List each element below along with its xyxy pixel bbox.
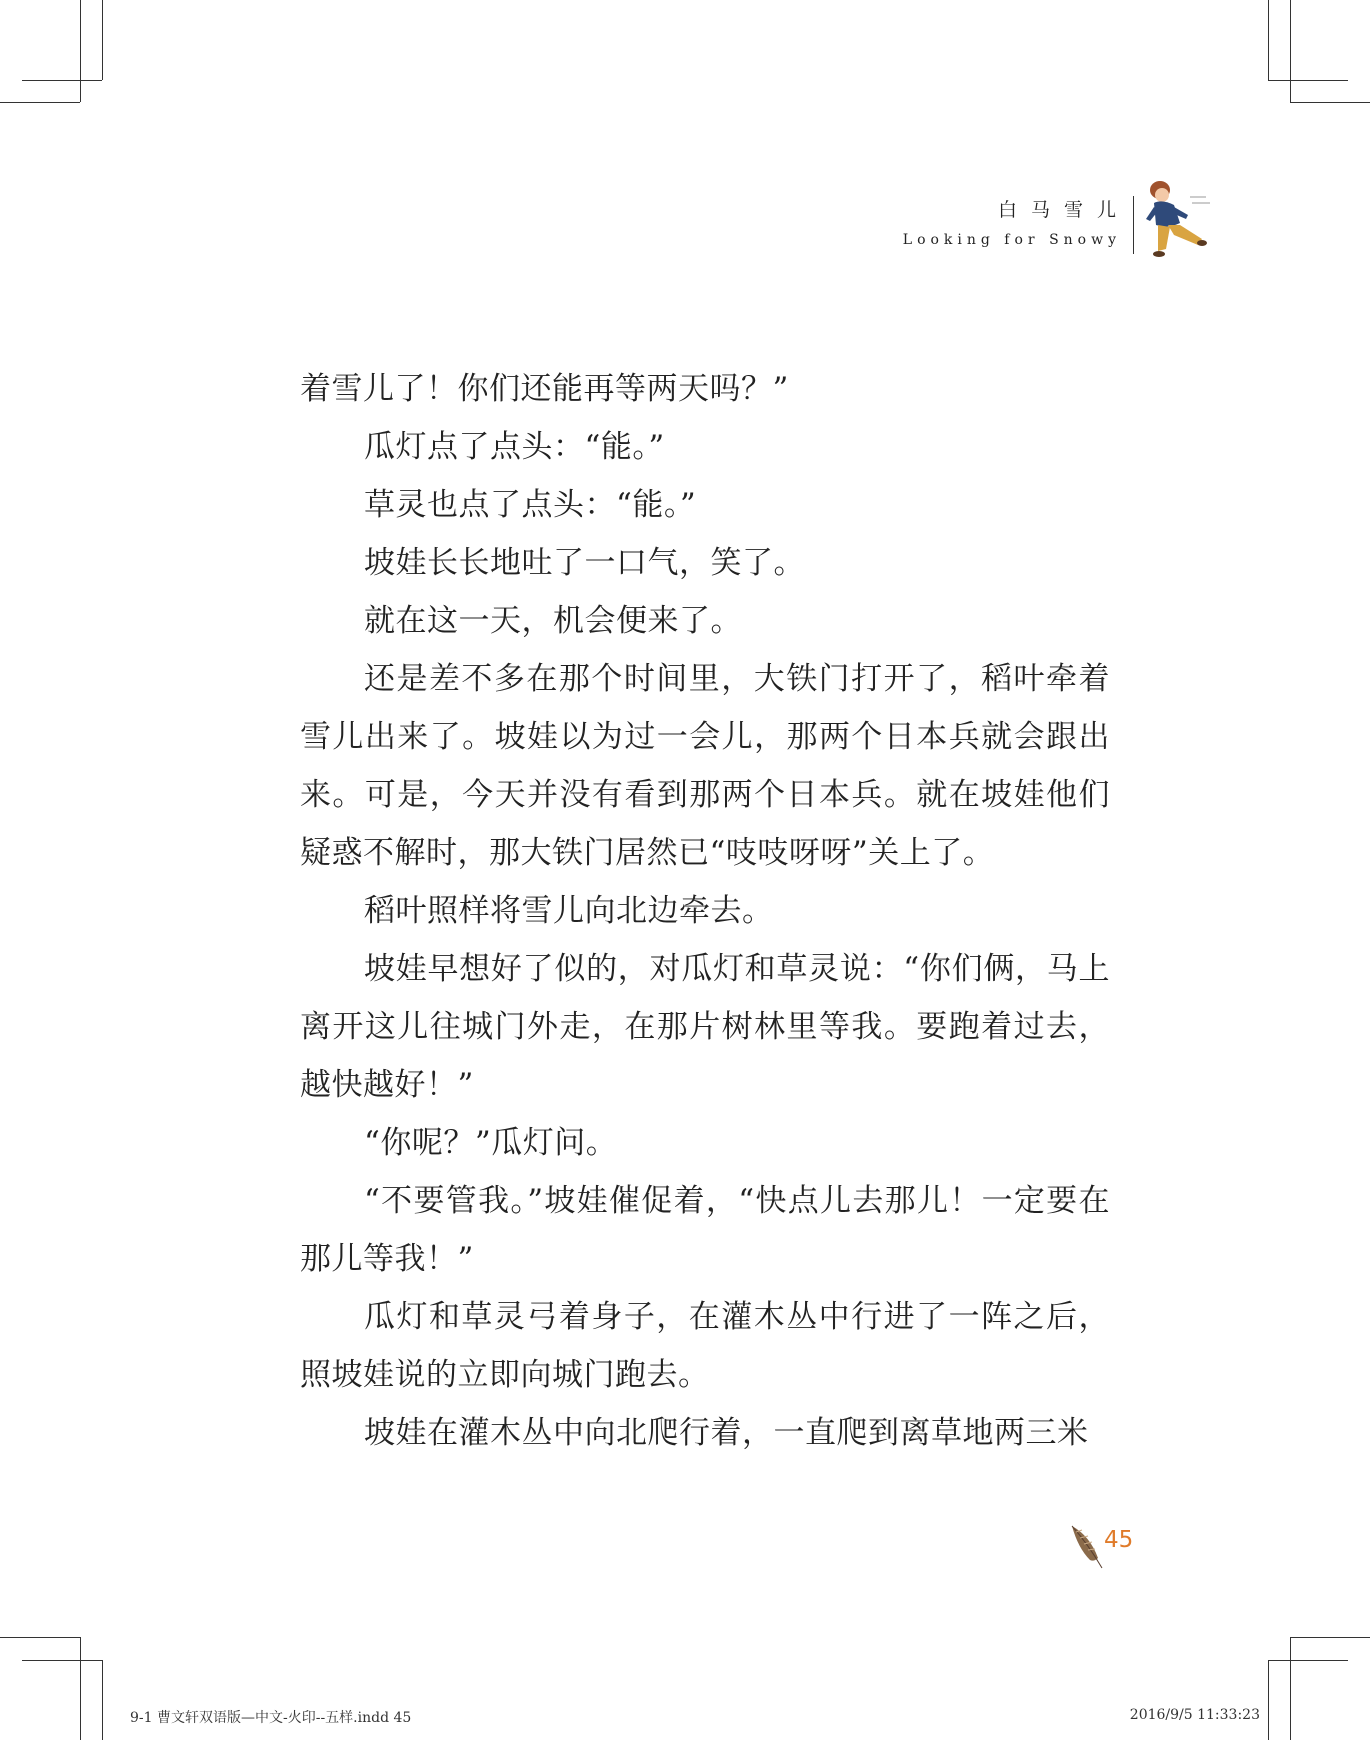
paragraph: “你呢？”瓜灯问。 xyxy=(364,1125,618,1161)
running-header xyxy=(902,195,1130,248)
feather-icon xyxy=(1068,1522,1108,1572)
paragraph: 瓜灯和草灵弓着身子，在灌木丛中行进了一阵之后，照坡娃说的立即向城门跑去。 xyxy=(300,1299,1110,1393)
paragraph: 着雪儿了！你们还能再等两天吗？” xyxy=(300,371,789,407)
paragraph: 草灵也点了点头：“能。” xyxy=(364,487,697,523)
header-divider xyxy=(1133,196,1134,254)
paragraph: 坡娃在灌木丛中向北爬行着，一直爬到离草地两三米 xyxy=(364,1415,1089,1451)
paragraph: 坡娃早想好了似的，对瓜灯和草灵说：“你们俩，马上离开这儿往城门外走，在那片树林里等我。要跑着过去，越快越好！” xyxy=(300,951,1110,1103)
paragraph: 稻叶照样将雪儿向北边牵去。 xyxy=(364,893,774,929)
print-slug-filename: 9-1 曹文轩双语版—中文-火印--五样.indd 45 xyxy=(130,1710,412,1726)
page-number: 45 xyxy=(1104,1527,1134,1553)
header-title-en: Looking for Snowy xyxy=(902,232,1121,248)
print-slug-timestamp: 2016/9/5 11:33:23 xyxy=(1129,1707,1260,1723)
running-boy-illustration xyxy=(1140,175,1230,275)
paragraph: 瓜灯点了点头：“能。” xyxy=(364,429,665,465)
paragraph: 就在这一天，机会便来了。 xyxy=(364,603,742,639)
paragraph: “不要管我。”坡娃催促着，“快点儿去那儿！一定要在那儿等我！” xyxy=(300,1183,1110,1277)
paragraph: 坡娃长长地吐了一口气，笑了。 xyxy=(364,545,805,581)
header-title-zh: 白马雪儿 xyxy=(997,199,1130,221)
paragraph: 还是差不多在那个时间里，大铁门打开了，稻叶牵着雪儿出来了。坡娃以为过一会儿，那两个日本兵就会跟出来。可是，今天并没有看到那两个日本兵。就在坡娃他们疑惑不解时，那大铁门居然已“吱吱呀呀”关上了。 xyxy=(300,661,1110,871)
body-text xyxy=(300,360,1110,1462)
